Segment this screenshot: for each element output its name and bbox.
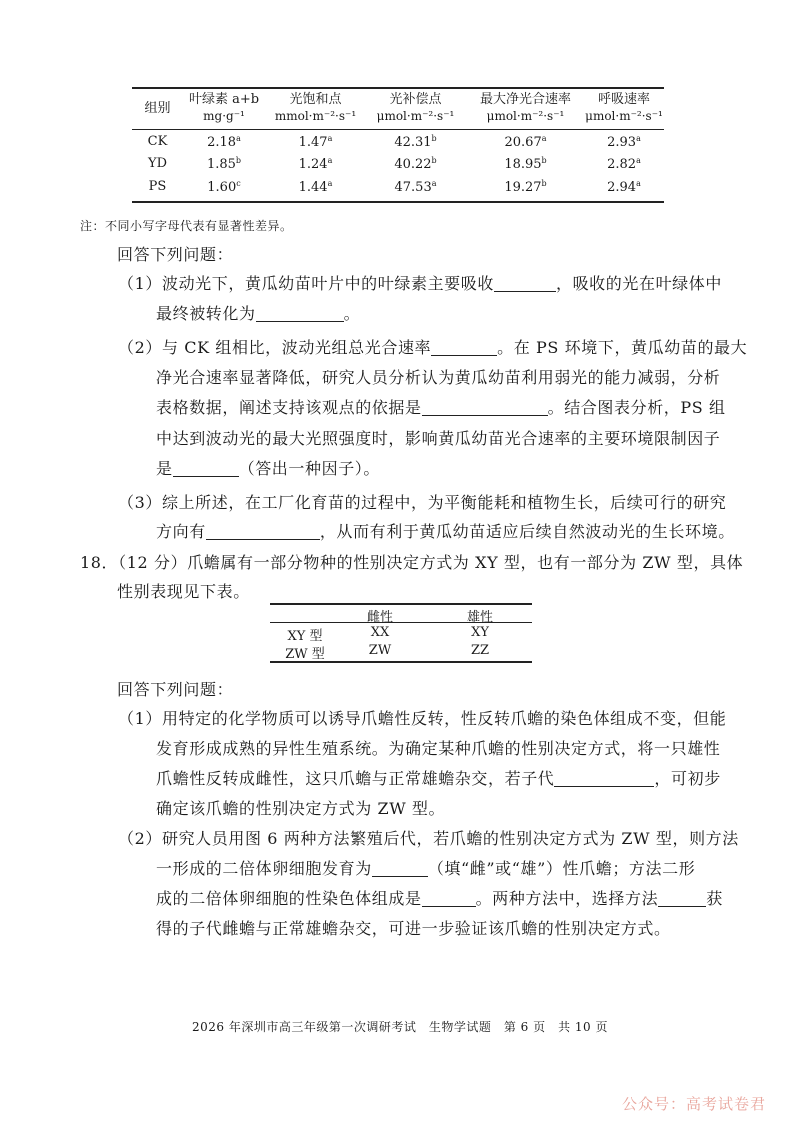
q17-part1-line1: （1）波动光下，黄瓜幼苗叶片中的叶绿素主要吸收 ，吸收的光在叶绿体中 — [118, 274, 722, 293]
table-cell: 1.60$^c$ — [207, 179, 241, 195]
q17-part2-line4: 中达到波动光的最大光照强度时，影响黄瓜幼苗光合速率的主要环境限制因子 — [156, 429, 721, 448]
q17-intro: 回答下列问题： — [117, 245, 234, 264]
table1-header-chl: 叶绿素 a+b mg·g⁻¹ — [188, 92, 260, 123]
table1-top-rule — [132, 87, 664, 89]
table1-header-saturation: 光饱和点 mmol·m⁻²·s⁻¹ — [274, 92, 357, 123]
table-cell: 雌性 — [366, 610, 393, 625]
table-cell: ZW 型 — [285, 647, 325, 662]
answer-blank[interactable] — [206, 523, 320, 540]
q17-part3-line2: 方向有 ，从而有利于黄瓜幼苗适应后续自然波动光的生长环境。 — [156, 522, 735, 541]
table-cell: CK — [147, 134, 168, 149]
page-footer: 2026 年深圳市高三年级第一次调研考试 生物学试题 第 6 页 共 10 页 — [191, 1020, 609, 1034]
table1-note: 注：不同小写字母代表有显著性差异。 — [80, 219, 293, 233]
q18-part2-line3: 成的二倍体卵细胞的性染色体组成是 。两种方法中，选择方法 获 — [156, 889, 723, 908]
table-cell: XY 型 — [287, 629, 323, 644]
table-cell: 47.53$^a$ — [394, 179, 437, 195]
table-cell: 1.85$^b$ — [206, 156, 242, 172]
q18-part1-line4: 确定该爪蟾的性别决定方式为 ZW 型。 — [156, 799, 446, 818]
table-cell: 2.93$^a$ — [607, 134, 641, 150]
table-cell: 1.24$^a$ — [298, 156, 333, 172]
table1-header-rule — [132, 129, 664, 130]
q18-part2-line1: （2）研究人员用图 6 两种方法繁殖后代，若爪蟾的性别决定方式为 ZW 型，则方法 — [118, 829, 739, 848]
table-cell: 1.44$^a$ — [298, 179, 333, 195]
table2-top-rule — [270, 603, 532, 605]
q18-part1-line2: 发育形成成熟的异性生殖系统。为确定某种爪蟾的性别决定方式，将一只雄性 — [156, 739, 721, 758]
table1-header-max-net-rate: 最大净光合速率 μmol·m⁻²·s⁻¹ — [479, 92, 571, 123]
q17-part2-line5: 是 （答出一种因子）。 — [156, 459, 381, 478]
q18-stem-line1: 18．（12 分）爪蟾属有一部分物种的性别决定方式为 XY 型，也有一部分为 ZW 型，具体 — [80, 553, 744, 572]
table-cell: PS — [148, 179, 167, 194]
q18-intro: 回答下列问题： — [117, 680, 234, 699]
answer-blank[interactable] — [173, 460, 239, 477]
answer-blank[interactable] — [554, 770, 654, 787]
q17-part2-line3: 表格数据，阐述支持该观点的依据是 。结合图表分析，PS 组 — [156, 398, 726, 417]
table-cell: 42.31$^b$ — [394, 134, 437, 150]
answer-blank[interactable] — [422, 890, 476, 907]
table1-header-respiration: 呼吸速率 μmol·m⁻²·s⁻¹ — [585, 92, 663, 123]
q18-part1-line3: 爪蟾性反转成雌性，这只爪蟾与正常雄蟾杂交，若子代 ，可初步 — [156, 769, 721, 788]
q17-part2-line2: 净光合速率显著降低，研究人员分析认为黄瓜幼苗利用弱光的能力减弱，分析 — [156, 368, 721, 387]
q17-part1-line2: 最终被转化为 。 — [156, 304, 361, 323]
answer-blank[interactable] — [422, 399, 548, 416]
table-cell: ZW — [368, 643, 392, 658]
q17-part3-line1: （3）综上所述，在工厂化育苗的过程中，为平衡能耗和植物生长，后续可行的研究 — [118, 493, 727, 512]
table-cell: 18.95$^b$ — [504, 156, 547, 172]
table-cell: 40.22$^b$ — [394, 156, 437, 172]
answer-blank[interactable] — [256, 305, 344, 322]
table-cell: YD — [147, 156, 167, 171]
table-cell: 20.67$^a$ — [504, 134, 547, 150]
table-cell: ZZ — [470, 643, 490, 658]
table-cell: 1.47$^a$ — [298, 134, 333, 150]
q18-part1-line1: （1）用特定的化学物质可以诱导爪蟾性反转，性反转爪蟾的染色体组成不变，但能 — [118, 709, 727, 728]
q17-part2-line1: （2）与 CK 组相比，波动光组总光合速率 。在 PS 环境下，黄瓜幼苗的最大 — [118, 338, 748, 357]
table1-header-group: 组别 — [144, 101, 171, 116]
table-cell: 2.94$^a$ — [607, 179, 641, 195]
answer-blank[interactable] — [372, 860, 428, 877]
table-cell: 2.82$^a$ — [607, 156, 641, 172]
q18-part2-line2: 一形成的二倍体卵细胞发育为 （填“雌”或“雄”）性爪蟾；方法二形 — [156, 859, 696, 878]
answer-blank[interactable] — [658, 890, 706, 907]
q18-part2-line4: 得的子代雌蟾与正常雄蟾杂交，可进一步验证该爪蟾的性别决定方式。 — [156, 919, 671, 938]
answer-blank[interactable] — [494, 275, 556, 292]
table-cell: XX — [370, 625, 390, 640]
table-cell: 2.18$^a$ — [207, 134, 241, 150]
table1-header-compensation: 光补偿点 μmol·m⁻²·s⁻¹ — [376, 92, 455, 123]
answer-blank[interactable] — [431, 339, 497, 356]
table-cell: 雄性 — [466, 610, 493, 625]
q18-stem-line2: 性别表现见下表。 — [117, 582, 250, 601]
watermark: 公众号：高考试卷君 — [622, 1095, 767, 1113]
table-cell: 19.27$^b$ — [504, 179, 547, 195]
table1-bottom-rule — [132, 201, 664, 203]
table-cell: XY — [471, 625, 489, 640]
